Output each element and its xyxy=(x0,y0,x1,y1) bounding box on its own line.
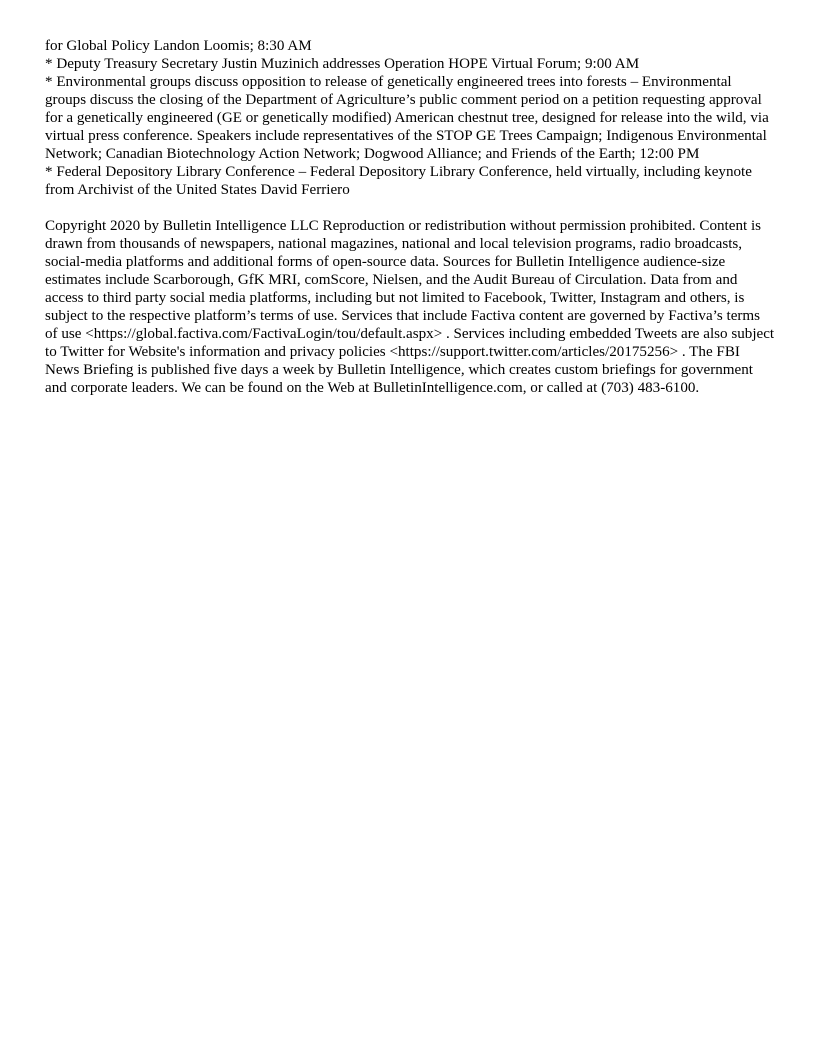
copyright-notice: Copyright 2020 by Bulletin Intelligence LLC Reproduction or redistribution without permission prohibited. Content is drawn from thousands of newspapers, national magazines, national and local television programs, radio broadcasts, social-media platforms and additional forms of open-source data. Sources for Bulletin Intelligence audience-size estimates include Scarborough, GfK MRI, comScore, Nielsen, and the Audit Bureau of Circulation. Data from and access to third party social media platforms, including but not limited to Facebook, Twitter, Instagram and others, is subject to the respective platform’s terms of use. Services that include Factiva content are governed by Factiva’s terms of use <https://global.factiva.com/FactivaLogin/tou/default.aspx> . Services including embedded Tweets are also subject to Twitter for Website's information and privacy policies <https://support.twitter.com/articles/20175256> . The FBI News Briefing is published five days a week by Bulletin Intelligence, which creates custom briefings for government and corporate leaders. We can be found on the Web at BulletinIntelligence.com, or called at (703) 483-6100. xyxy=(45,218,775,396)
schedule-item-muzinich: * Deputy Treasury Secretary Justin Muzinich addresses Operation HOPE Virtual Forum; 9:00 AM xyxy=(45,56,640,72)
paragraph-spacer xyxy=(45,199,775,217)
schedule-item-ge-trees: * Environmental groups discuss opposition to release of genetically engineered trees into forests – Environmental groups discuss the closing of the Department of Agriculture’s public comment period on a petition requesting approval for a genetically engineered (GE or genetically modified) American chestnut tree, designed for release into the wild, via virtual press conference. Speakers include representatives of the STOP GE Trees Campaign; Indigenous Environmental Network; Canadian Biotechnology Action Network; Dogwood Alliance; and Friends of the Earth; 12:00 PM xyxy=(45,74,769,162)
document-page xyxy=(45,37,775,397)
schedule-list xyxy=(45,37,775,199)
schedule-item-global-policy: for Global Policy Landon Loomis; 8:30 AM xyxy=(45,38,312,54)
schedule-item-library-conference: * Federal Depository Library Conference – Federal Depository Library Conference, held virtually, including keynote from Archivist of the United States David Ferriero xyxy=(45,164,752,198)
